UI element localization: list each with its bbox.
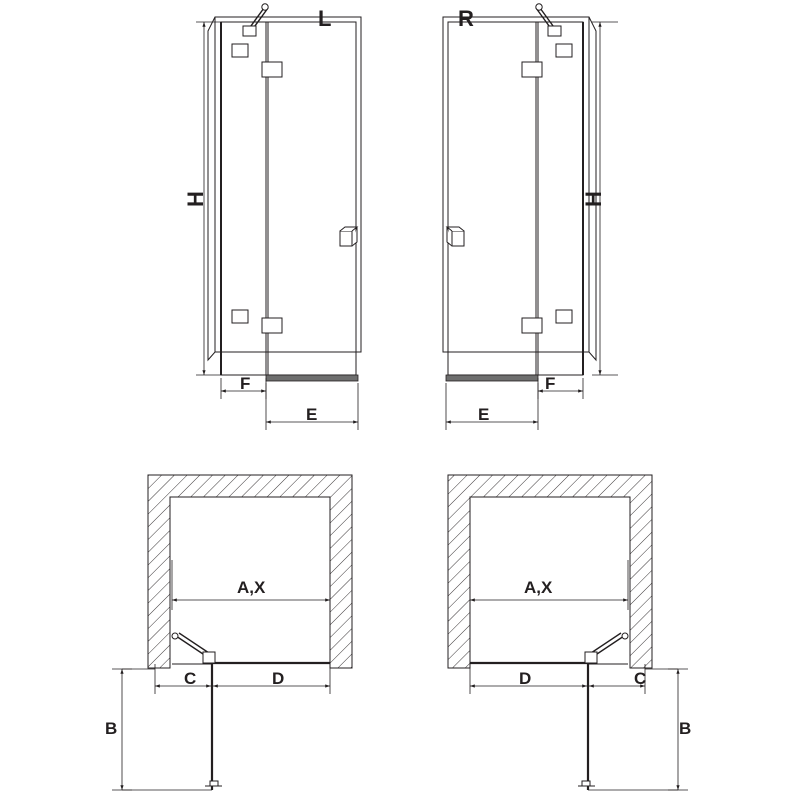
elevation-left [196, 4, 361, 430]
plan-right-door-swing [578, 633, 628, 786]
elev-right-dim-e-line [446, 383, 538, 430]
variant-left-label: L [318, 6, 332, 31]
elev-left-dim-e: E [306, 405, 318, 424]
plan-left-overall-label: A,X [237, 578, 266, 597]
elev-right-dim-f: F [545, 374, 556, 393]
plan-left-dim-c: C [184, 669, 197, 688]
elev-right-dim-e: E [478, 405, 490, 424]
plan-left-dim-d: D [272, 669, 285, 688]
elev-right-side-panel [443, 17, 596, 360]
elev-right-height-label: H [580, 191, 606, 207]
plan-right [448, 475, 688, 790]
variant-right-label: R [458, 6, 474, 31]
plan-right-dim-dc-line [470, 664, 645, 694]
plan-left [112, 475, 352, 790]
elev-left-height-label: H [182, 191, 208, 207]
elev-left-dim-f: F [240, 374, 251, 393]
plan-left-dim-b-line [112, 669, 212, 790]
plan-left-depth-label: B [105, 719, 118, 738]
plan-right-wall [448, 475, 652, 668]
elev-left-side-panel [208, 17, 361, 360]
plan-left-door-swing [172, 633, 222, 786]
plan-right-depth-label: B [679, 719, 692, 738]
plan-right-dim-d: D [519, 669, 532, 688]
plan-right-dim-c: C [634, 669, 647, 688]
elevation-right [443, 4, 618, 430]
plan-left-dim-cd-line [155, 664, 330, 694]
plan-left-wall [148, 475, 352, 668]
plan-right-overall-label: A,X [524, 578, 553, 597]
